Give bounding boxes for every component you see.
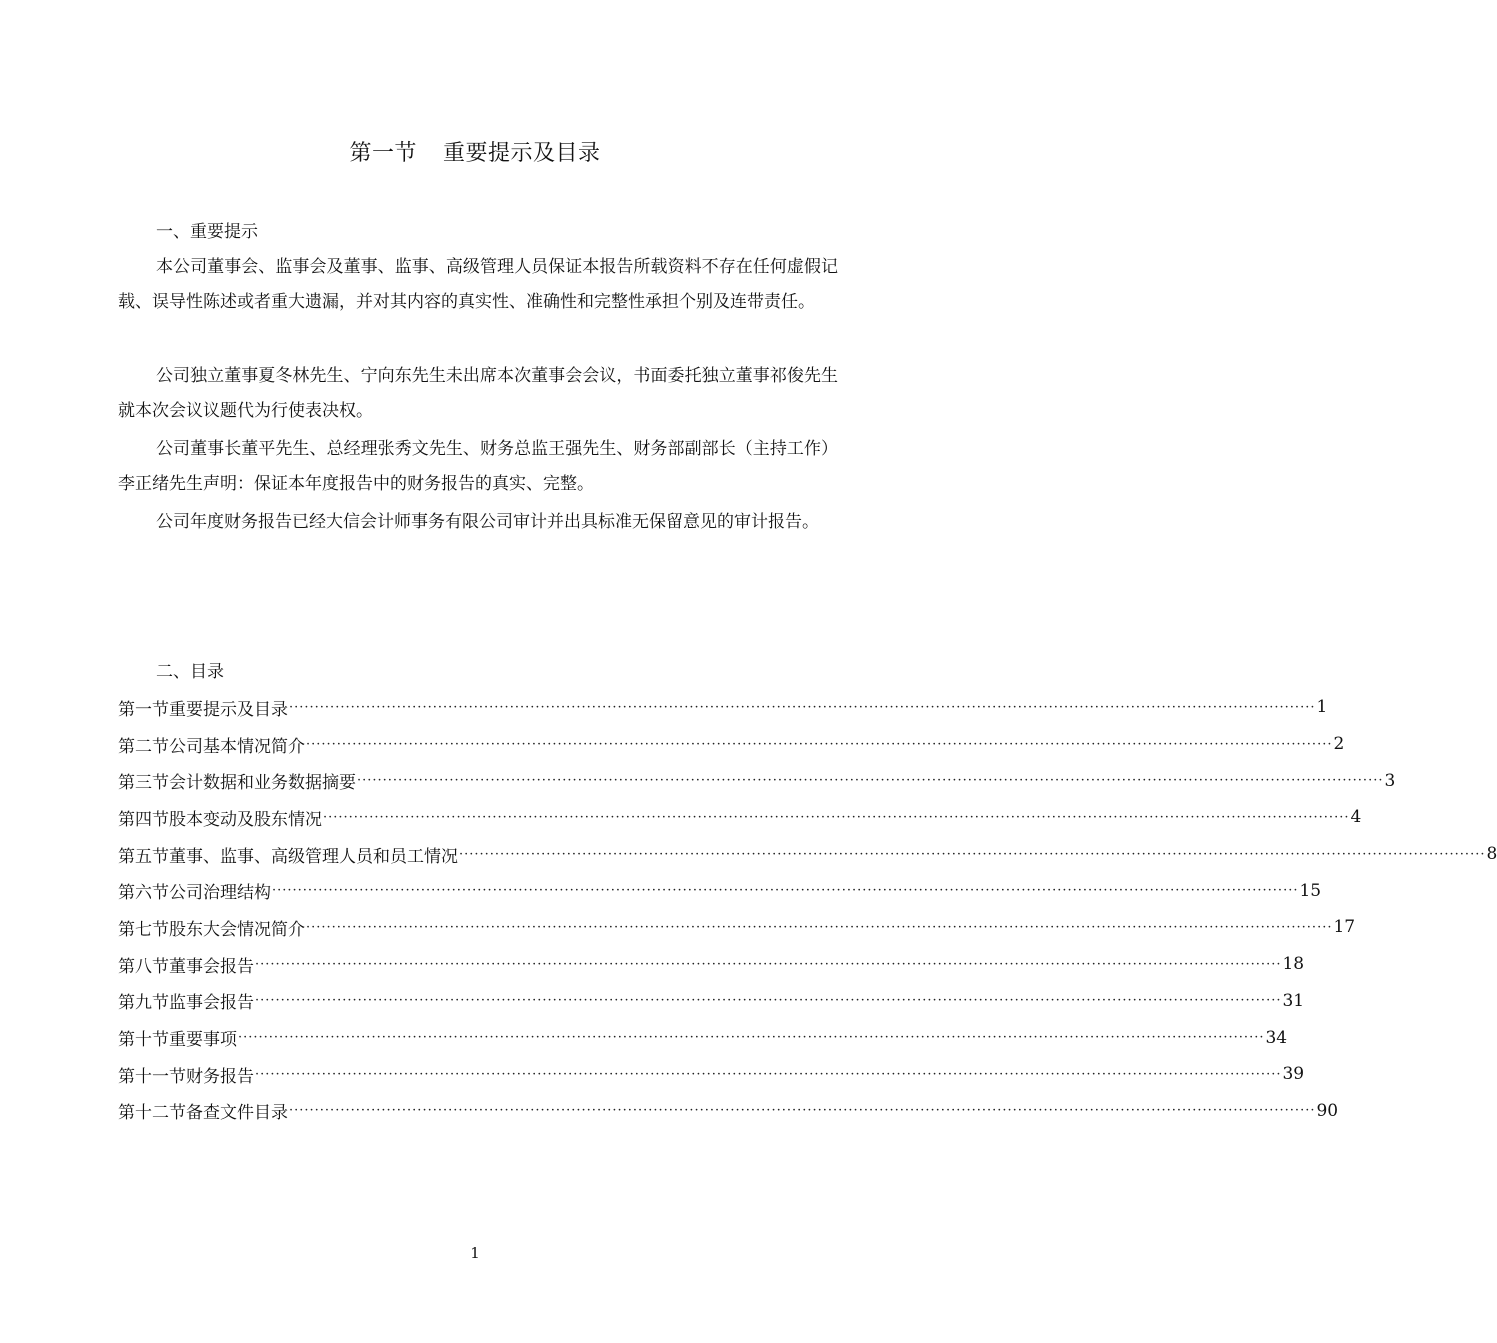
toc-entry[interactable] [118,689,1328,726]
title-text: 重要提示及目录 [443,141,601,166]
toc-entry[interactable] [118,983,1305,1020]
toc-entry[interactable] [118,1019,1288,1056]
toc-section-name: 公司基本情况简介 [169,736,305,757]
toc-leader-dots: ········································································································································································································ [357,773,1384,789]
toc-entry[interactable] [118,909,1356,946]
toc-section-number: 第一节 [118,699,169,720]
toc-section-number: 第二节 [118,736,169,757]
toc-heading: 二、目录 [156,662,224,682]
toc-entry[interactable] [118,872,1322,909]
toc-section-number: 第七节 [118,919,169,940]
toc-leader-dots: ········································································································································································································ [255,956,1282,972]
toc-section-name: 重要事项 [169,1030,237,1051]
table-of-contents [118,689,1497,1129]
toc-section-name: 公司治理结构 [169,883,271,904]
toc-leader-dots: ········································································································································································································ [459,846,1486,862]
toc-section-number: 第十二节 [118,1103,186,1124]
toc-page-number: 31 [1282,990,1305,1011]
toc-entry[interactable] [118,1056,1305,1093]
toc-section-number: 第十节 [118,1030,169,1051]
toc-entry[interactable] [118,762,1396,799]
toc-page-number: 3 [1384,770,1396,791]
toc-section-name: 董事、监事、高级管理人员和员工情况 [169,846,458,867]
toc-page-number: 17 [1333,917,1356,938]
page-title [0,136,950,167]
toc-leader-dots: ········································································································································································································ [255,993,1282,1009]
toc-page-number: 18 [1282,954,1305,975]
toc-section-number: 第四节 [118,809,169,830]
toc-section-name: 重要提示及目录 [169,699,288,720]
toc-section-number: 第八节 [118,956,169,977]
toc-section-number: 第五节 [118,846,169,867]
toc-leader-dots: ········································································································································································································ [323,809,1350,825]
toc-section-number: 第三节 [118,773,169,794]
important-paragraph-3: 公司董事长董平先生、总经理张秀文先生、财务总监王强先生、财务部副部长（主持工作）李正绪先生声明：保证本年度报告中的财务报告的真实、完整。 [118,439,838,494]
toc-leader-dots: ········································································································································································································ [255,1066,1282,1082]
toc-page-number: 15 [1299,880,1322,901]
toc-section-name: 股本变动及股东情况 [169,809,322,830]
toc-leader-dots: ········································································································································································································ [272,883,1299,899]
toc-section-name: 备查文件目录 [186,1103,288,1124]
toc-section-name: 财务报告 [186,1066,254,1087]
important-heading: 一、重要提示 [156,222,258,242]
important-paragraph-4: 公司年度财务报告已经大信会计师事务有限公司审计并出具标准无保留意见的审计报告。 [156,512,819,532]
toc-entry[interactable] [118,946,1305,983]
toc-page-number: 8 [1486,844,1497,865]
toc-section-name: 监事会报告 [169,993,254,1014]
toc-entry[interactable] [118,836,1497,873]
toc-leader-dots: ········································································································································································································ [306,919,1333,935]
toc-entry[interactable] [118,726,1345,763]
toc-section-number: 第九节 [118,993,169,1014]
important-paragraph-1: 本公司董事会、监事会及董事、监事、高级管理人员保证本报告所载资料不存在任何虚假记载、误导性陈述或者重大遗漏，并对其内容的真实性、准确性和完整性承担个别及连带责任。 [118,257,838,312]
toc-leader-dots: ········································································································································································································ [289,699,1316,715]
toc-leader-dots: ········································································································································································································ [306,736,1333,752]
toc-section-number: 第六节 [118,883,169,904]
toc-leader-dots: ········································································································································································································ [238,1030,1265,1046]
title-section: 第一节 [349,141,417,166]
toc-section-number: 第十一节 [118,1066,186,1087]
important-paragraph-2: 公司独立董事夏冬林先生、宁向东先生未出席本次董事会会议，书面委托独立董事祁俊先生就本次会议议题代为行使表决权。 [118,366,838,421]
toc-section-name: 会计数据和业务数据摘要 [169,773,356,794]
footer-page-number: 1 [470,1244,480,1262]
toc-section-name: 董事会报告 [169,956,254,977]
toc-page-number: 4 [1350,807,1362,828]
toc-page-number: 39 [1282,1064,1305,1085]
toc-page-number: 1 [1316,697,1328,718]
toc-leader-dots: ········································································································································································································ [289,1103,1316,1119]
toc-entry[interactable] [118,1093,1339,1130]
toc-page-number: 90 [1316,1100,1339,1121]
toc-page-number: 34 [1265,1027,1288,1048]
toc-section-name: 股东大会情况简介 [169,919,305,940]
toc-entry[interactable] [118,799,1362,836]
toc-page-number: 2 [1333,734,1345,755]
